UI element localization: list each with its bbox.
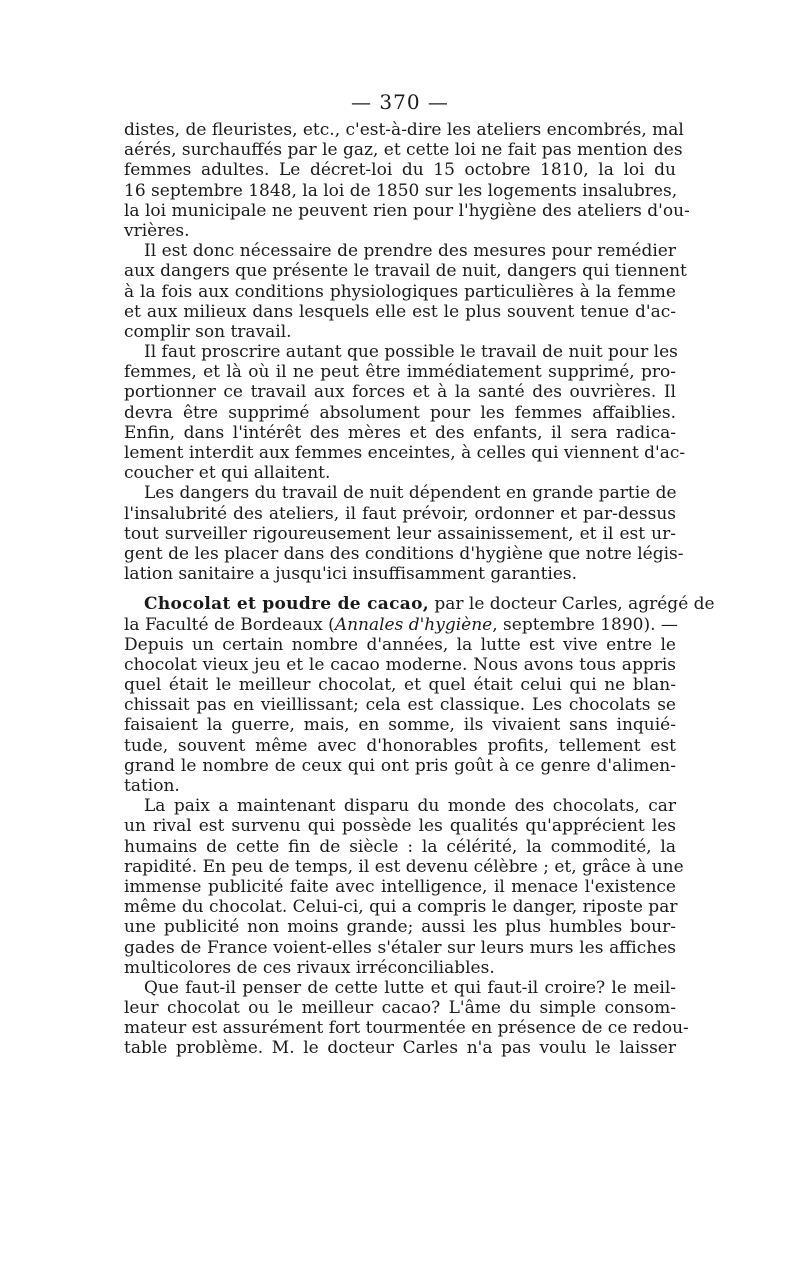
paragraph <box>124 977 689 1059</box>
text-line: mateur est assurément fort tourmentée en présence de ce redou- <box>124 1018 689 1039</box>
text-line: gent de les placer dans des conditions d'hygiène que notre légis- <box>124 543 684 564</box>
text-line: gades de France voient-elles s'étaler sur leurs murs les affiches <box>124 937 676 958</box>
page-number: — 370 — <box>351 90 449 114</box>
text-line: vrières. <box>124 220 190 241</box>
text-line: table problème. M. le docteur Carles n'a pas voulu le laisser <box>124 1038 676 1059</box>
text-line: Il faut proscrire autant que possible le travail de nuit pour les <box>144 342 678 363</box>
text-line: femmes, et là où il ne peut être immédiatement supprimé, pro- <box>124 362 676 383</box>
text-line: tout surveiller rigoureusement leur assainissement, et il est ur- <box>124 523 676 544</box>
text-line: à la fois aux conditions physiologiques particulières à la femme <box>124 281 676 302</box>
paragraph <box>124 120 690 241</box>
text-line: Que faut-il penser de cette lutte et qui faut-il croire? le meil- <box>144 977 676 998</box>
article-entry <box>124 594 715 796</box>
text-line: Les dangers du travail de nuit dépendent en grande partie de <box>144 483 677 504</box>
text-line: chissait pas en vieillissant; cela est classique. Les chocolats se <box>124 695 676 716</box>
section-gap <box>124 584 676 594</box>
source-post: , septembre 1890). — <box>492 614 678 635</box>
text-line: Il est donc nécessaire de prendre des mesures pour remédier <box>144 241 676 262</box>
article-source-line <box>124 615 676 635</box>
article-first-line <box>124 594 715 615</box>
text-line: lement interdit aux femmes enceintes, à celles qui viennent d'ac- <box>124 443 686 463</box>
journal-title: Annales d'hygiène <box>334 614 493 635</box>
text-line: 16 septembre 1848, la loi de 1850 sur les logements insalubres, <box>124 180 678 201</box>
paragraph <box>124 342 686 484</box>
paragraph <box>124 796 684 978</box>
text-line: leur chocolat ou le meilleur cacao? L'âme du simple consom- <box>124 998 676 1019</box>
text-line: Enfin, dans l'intérêt des mères et des enfants, il sera radica- <box>124 422 676 443</box>
text-line: immense publicité faite avec intelligence, il menace l'existence <box>124 876 676 897</box>
text-line: grand le nombre de ceux qui ont pris goût à ce genre d'alimen- <box>124 755 676 776</box>
text-line: devra être supprimé absolument pour les femmes affaiblies. <box>124 402 676 423</box>
article-byline: par le docteur Carles, agrégé de <box>434 594 715 615</box>
text-line: aux dangers que présente le travail de nuit, dangers qui tiennent <box>124 261 687 282</box>
text-line: chocolat vieux jeu et le cacao moderne. Nous avons tous appris <box>124 654 676 675</box>
text-line: et aux milieux dans lesquels elle est le plus souvent tenue d'ac- <box>124 301 676 322</box>
text-line: portionner ce travail aux forces et à la santé des ouvrières. Il <box>124 382 676 403</box>
text-line: une publicité non moins grande; aussi les plus humbles bour- <box>124 917 676 938</box>
text-line: la loi municipale ne peuvent rien pour l'hygiène des ateliers d'ou- <box>124 200 690 221</box>
text-line: aérés, surchauffés par le gaz, et cette loi ne fait pas mention des <box>124 140 683 161</box>
text-line: La paix a maintenant disparu du monde des chocolats, car <box>144 796 676 817</box>
text-line: lation sanitaire a jusqu'ici insuffisamment garanties. <box>124 564 578 585</box>
text-line: distes, de fleuristes, etc., c'est-à-dire les ateliers encombrés, mal <box>124 120 684 140</box>
body-text <box>124 120 715 1059</box>
text-line: Depuis un certain nombre d'années, la lutte est vive entre le <box>124 634 676 655</box>
text-line: l'insalubrité des ateliers, il faut prévoir, ordonner et par-dessus <box>124 503 676 524</box>
text-line: coucher et qui allaitent. <box>124 463 331 484</box>
text-line: un rival est survenu qui possède les qualités qu'apprécient les <box>124 816 676 837</box>
paragraph <box>124 483 684 585</box>
text-line: multicolores de ces rivaux irréconciliables. <box>124 957 495 978</box>
paragraph <box>124 241 687 342</box>
text-line: complir son travail. <box>124 321 292 342</box>
text-line: tation. <box>124 776 180 796</box>
text-line: quel était le meilleur chocolat, et quel était celui qui ne blan- <box>124 675 676 696</box>
text-line: rapidité. En peu de temps, il est devenu célèbre ; et, grâce à une <box>124 856 684 877</box>
text-line: tude, souvent même avec d'honorables profits, tellement est <box>124 735 676 756</box>
text-line: même du chocolat. Celui-ci, qui a compris le danger, riposte par <box>124 897 678 918</box>
text-line: humains de cette fin de siècle : la célérité, la commodité, la <box>124 836 676 857</box>
article-heading: Chocolat et poudre de cacao, <box>144 594 429 615</box>
source-pre: la Faculté de Bordeaux ( <box>124 614 335 635</box>
text-line: faisaient la guerre, mais, en somme, ils vivaient sans inquié- <box>124 715 676 736</box>
text-line: femmes adultes. Le décret-loi du 15 octobre 1810, la loi du <box>124 160 676 181</box>
